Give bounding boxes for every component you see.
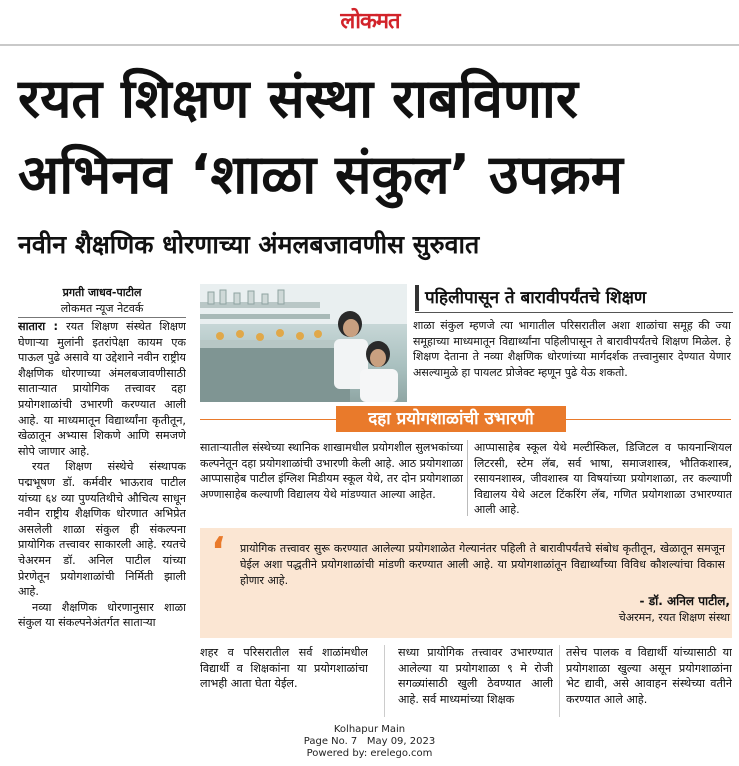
bottom-paragraph-2: सध्या प्रायोगिक तत्त्वावर उभारण्यात आलेल्या या प्रयोगशाळा ९ मे रोजी सगळ्यांसाठी खुली ठेवण्यात आली आहे. सर्व माध्यमांच्या शिक्षक [398, 646, 553, 706]
headline-line-1: रयत शिक्षण संस्था राबविणार [18, 67, 579, 130]
headline-line-2: अभिनव ‘शाळा संकुल’ उपक्रम [18, 143, 623, 206]
footer-edition: Kolhapur Main [333, 724, 406, 735]
quote-author-role: चेअरमन, रयत शिक्षण संस्था [618, 611, 730, 624]
section-title-ten-labs: दहा प्रयोगशाळांची उभारणी [336, 406, 566, 432]
paragraph-text: रयत शिक्षण संस्थेचे संस्थापक पद्मभूषण डॉ. कर्मवीर भाऊराव पाटील यांच्या ६४ व्या पुण्यतिथीचे औचित्य साधून नवीन राष्ट्रीय शैक्षणिक धोरणात अभिप्रेत असलेली शाळा संकुल ही संकल्पना प्रायोगिक तत्त्वावर साकारली आहे. रयतचे चेअरमन डॉ. अनिल पाटील यांच्या प्रेरणेतून प्रयोगशाळांची निर्मिती झाली आहे. [18, 460, 186, 599]
section-divider [415, 312, 733, 313]
bottom-paragraph-3: तसेच पालक व विद्यार्थी यांच्यासाठी या प्रयोगशाळा खुल्या असून प्रयोगशाळांना भेट द्यावी, असे आवाहन संस्थेच्या वतीने करण्यात आले आहे. [566, 646, 732, 706]
labs-paragraph-right: आप्पासाहेब स्कूल येथे मल्टीस्किल, डिजिटल व फायनान्शियल लिटरसी, स्टेम लॅब, सर्व भाषा, समाजशास्त्र, भौतिकशास्त्र, रसायनशास्त्र, जीवशास्त्र या विषयांच्या प्रयोगशाळा, तर कल्याणी विद्यालय येथे अटल टिंकरिंग लॅब, गणित प्रयोगशाळा उभारण्यात आली आहे. [474, 441, 732, 517]
byline-author: प्रगती जाधव-पाटील [62, 286, 142, 299]
masthead-divider [0, 44, 739, 46]
quote-author: - डॉ. अनिल पाटील, [639, 594, 730, 608]
footer-date: May 09, 2023 [366, 736, 436, 747]
dateline: सातारा : [18, 320, 59, 333]
laboratory-photo [200, 284, 407, 402]
lab-photo-illustration [200, 284, 407, 402]
paragraph-text: रयत शिक्षण संस्थेत शिक्षण घेणाऱ्या मुलांनी इतरांपेक्षा कायम एक पाऊल पुढे असावे या उद्देशाने नवीन राष्ट्रीय शैक्षणिक धोरणाच्या अंमलबजावणीसाठी साताऱ्यात प्रायोगिक तत्त्वावर दहा प्रयोगशाळांची उभारणी करण्यात आली आहे. या माध्यमातून विद्यार्थ्यांना कृतीतून, खेळातून अभ्यास शिकणे आणि समजणे सोपे जाणार आहे. [18, 320, 186, 458]
bottom-paragraph-1: शहर व परिसरातील सर्व शाळांमधील विद्यार्थी व शिक्षकांना या प्रयोगशाळांचा लाभही आता घेता येईल. [200, 646, 368, 691]
heading-rule-left [200, 419, 336, 420]
quote-mark-icon: ‘ [211, 529, 226, 573]
column-divider [559, 645, 560, 717]
footer-page-number: Page No. 7 [303, 736, 358, 747]
masthead [0, 0, 739, 44]
footer-page-date [0, 736, 739, 748]
column-divider [467, 440, 468, 516]
page-footer [0, 724, 739, 760]
byline-agency: लोकमत न्यूज नेटवर्क [18, 301, 186, 318]
article-paragraph [18, 319, 186, 459]
section1-paragraph: शाळा संकुल म्हणजे त्या भागातील परिसरातील अशा शाळांचा समूह की ज्या समूहाच्या माध्यमातून विद्यार्थ्यांना पहिलीपासून ते बारावीपर्यंतचे शिक्षण मिळेल. हे शिक्षण देताना ते नव्या शैक्षणिक धोरणांच्या मार्गदर्शक तत्त्वानुसार देण्यात येणार असल्यामुळे हा पायलट प्रोजेक्ट म्हणून पुढे येऊ शकतो. [413, 319, 731, 379]
heading-rule-right [566, 419, 731, 420]
column-divider [384, 645, 385, 717]
labs-paragraph-left: साताऱ्यातील संस्थेच्या स्थानिक शाखामधील प्रयोगशील सुलभकांच्या कल्पनेतून दहा प्रयोगशाळांची उभारणी केली आहे. आठ प्रयोगशाळा आप्पासाहेब पाटील इंग्लिश मिडीयम स्कूल येथे, तर दोन प्रयोगशाळा अण्णासाहेब कल्याणी विद्यालय येथे मांडण्यात आल्या आहेत. [200, 441, 463, 501]
newspaper-logo[interactable]: लोकमत [340, 9, 400, 34]
paragraph-text: नव्या शैक्षणिक धोरणानुसार शाळा संकुल या संकल्पनेअंतर्गत साताऱ्या [18, 600, 186, 630]
left-article-column [18, 319, 186, 719]
subheadline: नवीन शैक्षणिक धोरणाच्या अंमलबजावणीस सुरुवात [18, 230, 480, 259]
footer-powered-by[interactable]: Powered by: erelego.com [306, 748, 433, 759]
section-title-primary-to-12th: पहिलीपासून ते बारावीपर्यंतचे शिक्षण [415, 285, 737, 311]
quote-text: प्रायोगिक तत्त्वावर सुरू करण्यात आलेल्या प्रयोगशाळेत गेल्यानंतर पहिली ते बारावीपर्यंतचे संबोध कृतीतून, खेळातून समजून घेईल अशा पद्धतीने प्रयोगशाळांची मांडणी करण्यात आली आहे. या प्रयोगशाळांतून विद्यार्थ्यांच्या विविध कौशल्यांचा विकास होणार आहे. [240, 542, 725, 587]
